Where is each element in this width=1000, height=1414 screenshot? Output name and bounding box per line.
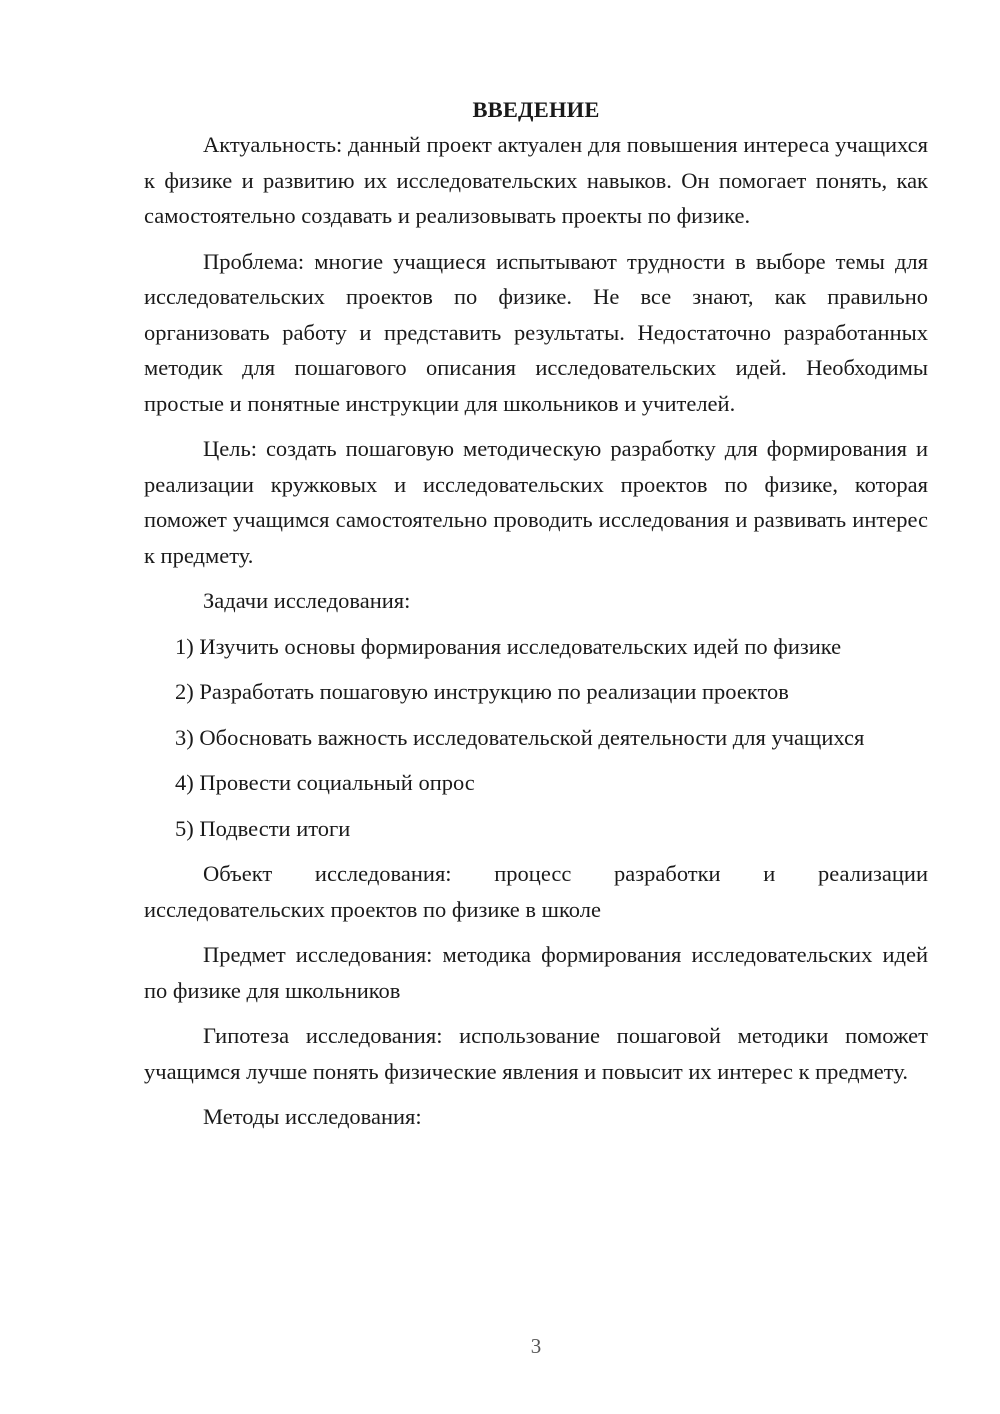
list-item: 1) Изучить основы формирования исследовательских идей по физике — [175, 633, 842, 659]
paragraph-goal: Цель: создать пошаговую методическую разработку для формирования и реализации кружковых и исследовательских проектов по физике, которая поможет учащимся самостоятельно проводить исследования и развивать интерес к предмету. — [144, 436, 928, 568]
list-item: 2) Разработать пошаговую инструкцию по реализации проектов — [175, 679, 789, 704]
paragraph-object: Объект исследования: процесс разработки и реализации исследовательских проектов по физике в школе — [144, 861, 928, 922]
paragraph-relevance: Актуальность: данный проект актуален для повышения интереса учащихся к физике и развитию их исследовательских навыков. Он помогает понять, как самостоятельно создавать и реализовывать проекты по физике. — [144, 132, 928, 228]
paragraph-methods: Методы исследования: — [203, 1104, 422, 1129]
document-page — [144, 92, 928, 1135]
list-item: 3) Обосновать важность исследовательской деятельности для учащихся — [175, 724, 865, 750]
page-number: 3 — [530, 1334, 542, 1358]
paragraph-hypothesis: Гипотеза исследования: использование пошаговой методики поможет учащимся лучше понять физические явления и повысит их интерес к предмету. — [144, 1023, 928, 1084]
paragraph-tasks-heading: Задачи исследования: — [203, 588, 411, 613]
list-item: 4) Провести социальный опрос — [175, 770, 475, 795]
page-title: ВВЕДЕНИЕ — [472, 97, 600, 122]
paragraph-subject: Предмет исследования: методика формирования исследовательских идей по физике для школьников — [144, 942, 928, 1003]
list-item: 5) Подвести итоги — [175, 815, 351, 841]
paragraph-problem: Проблема: многие учащиеся испытывают трудности в выборе темы для исследовательских проектов по физике. Не все знают, как правильно организовать работу и представить результаты. Недостаточно разработанных методик для пошагового описания исследовательских идей. Необходимы простые и понятные инструкции для школьников и учителей. — [144, 248, 928, 416]
